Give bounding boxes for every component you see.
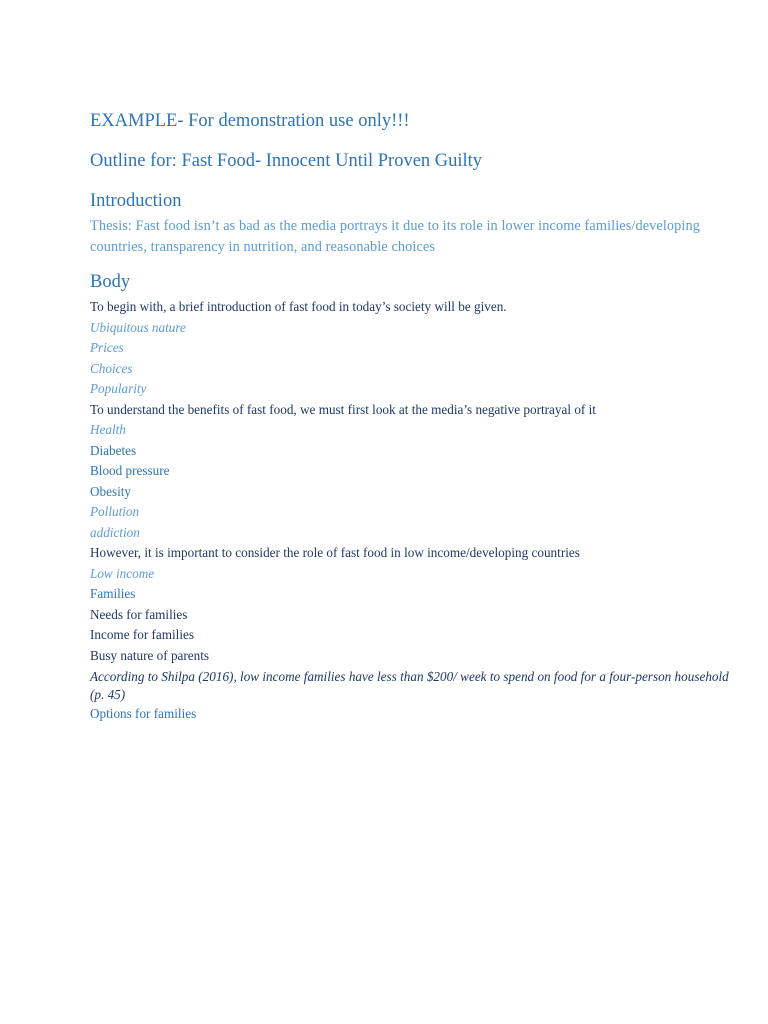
example-notice: EXAMPLE- For demonstration use only!!!: [90, 111, 410, 131]
outline-title: Outline for: Fast Food- Innocent Until Proven Guilty: [90, 151, 483, 171]
citation-line: According to Shilpa (2016), low income families have less than $200/ week to spend on food for a four-person household (p. 45): [90, 669, 729, 702]
outline-line: addiction: [90, 524, 140, 540]
outline-line: However, it is important to consider the role of fast food in low income/developing countries: [90, 545, 580, 560]
outline-line: Pollution: [90, 504, 140, 519]
document-page: [90, 108, 730, 725]
outline-line: Popularity: [90, 381, 147, 396]
outline-line: Blood pressure: [90, 463, 170, 478]
outline-line: Ubiquitous nature: [90, 319, 186, 335]
outline-line: To understand the benefits of fast food, we must first look at the media’s negative portrayal of it: [90, 401, 596, 417]
outline-line: Income for families: [90, 627, 194, 642]
outline-line: Diabetes: [90, 442, 137, 458]
outline-line: Needs for families: [90, 606, 188, 622]
introduction-heading: Introduction: [90, 191, 182, 211]
outline-line: Busy nature of parents: [90, 647, 210, 663]
body-heading: Body: [90, 272, 131, 292]
outline-line: To begin with, a brief introduction of fast food in today’s society will be given.: [90, 299, 507, 314]
outline-line: Choices: [90, 360, 133, 376]
outline-line: Prices: [90, 340, 124, 355]
outline-line: Health: [90, 422, 126, 437]
outline-line: Obesity: [90, 483, 132, 499]
outline-line: Low income: [90, 565, 155, 581]
thesis-statement: Thesis: Fast food isn’t as bad as the media portrays it due to its role in lower income families/developing countries, transparency in nutrition, and reasonable choices: [90, 218, 700, 255]
outline-line: Families: [90, 586, 136, 601]
outline-line: Options for families: [90, 706, 197, 721]
